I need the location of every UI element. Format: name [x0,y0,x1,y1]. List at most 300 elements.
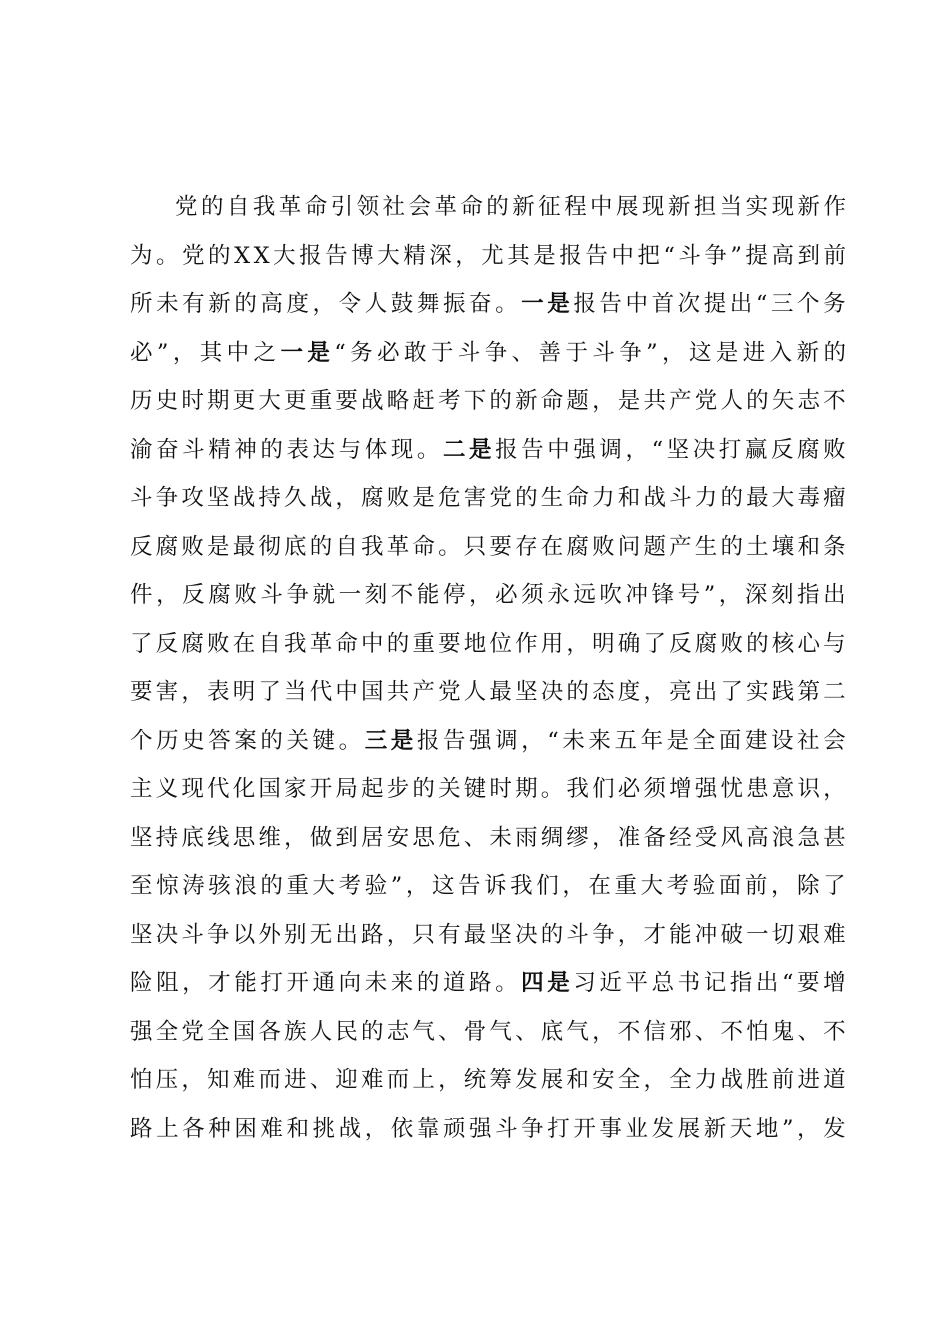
text-char: 展 [540,1067,564,1093]
text-char: 告 [325,242,348,269]
text-char: 经 [669,824,692,851]
text-char: 未 [156,291,179,317]
text-char: 的 [260,727,283,754]
text-char: 个 [797,291,820,317]
text-line [130,862,846,911]
text-char: 考 [666,873,690,899]
text-char: 气 [412,1018,435,1045]
text-char: 了 [258,679,281,705]
text-char: 持 [155,824,179,851]
text-char: 党 [438,679,461,705]
text-char: ， [172,339,196,366]
text-char: 最 [463,921,487,948]
text-char: 最 [489,679,512,705]
text-char: 达 [312,436,336,463]
text-char: 的 [823,339,846,366]
text-char: 最 [746,485,769,511]
emphasis-char: 是 [390,727,414,754]
text-char: 到 [335,824,358,851]
text-char: ， [455,242,478,269]
text-char: 力 [694,1067,718,1093]
text-char: 会 [823,727,846,754]
text-char: 涛 [182,873,205,899]
text-char: 须 [643,776,666,802]
text-char: 腐 [694,630,718,657]
text-char: 我 [510,873,533,899]
text-char: 志 [386,1018,410,1045]
text-char: 展 [677,1115,701,1142]
text-char: 不 [390,582,414,608]
text-char: 、 [463,824,487,851]
text-char: 发 [515,1067,538,1093]
text-char: 必 [130,339,153,366]
text-char: 出 [755,970,779,996]
text-char: 党 [489,485,512,511]
text-char: 生 [694,533,718,560]
text-char: 发 [823,1115,846,1142]
text-char: 书 [677,970,701,996]
text-char: 命 [412,533,435,560]
text-line [130,717,846,766]
text-char: 鬼 [771,1018,795,1045]
text-char: 题 [566,388,589,414]
text-char: 维 [258,824,281,851]
text-char: 奋 [156,436,179,463]
text-char: 现 [771,194,795,220]
text-char: 路 [361,921,384,948]
text-char: 路 [469,970,492,996]
text-char: 瘤 [823,485,846,511]
text-char: 持 [258,485,281,511]
text-char: ， [405,873,429,899]
text-char: 其 [199,339,223,366]
text-char: 重 [412,630,435,657]
text-char: 国 [258,776,281,802]
text-char: 毒 [797,485,820,511]
body-paragraph [130,183,846,1153]
text-char: 答 [208,727,231,754]
text-char: 才 [643,921,666,948]
text-char: 。 [495,291,518,317]
text-char: ， [592,388,615,414]
text-char: 战 [361,388,384,414]
text-char: ， [592,1018,615,1045]
text-char: 底 [181,824,204,851]
text-line [130,620,846,669]
text-char: 的 [260,436,283,463]
text-char: ” [156,339,169,366]
text-char: 破 [720,921,743,948]
text-char: 大 [377,242,400,269]
text-char: 重 [614,873,637,899]
text-char: ， [662,339,685,366]
text-char: “ [547,727,559,754]
text-char: 作 [823,194,846,220]
text-char: 程 [564,194,587,220]
text-char: 令 [338,291,362,317]
emphasis-char: 是 [547,291,570,317]
text-line [130,1008,846,1057]
text-char: 斗 [495,1115,518,1142]
text-char: 信 [643,1018,666,1045]
text-char: 底 [284,533,307,560]
text-char: 社 [797,727,820,754]
text-char: 才 [208,970,231,996]
text-char: 大 [273,242,296,269]
text-char: 是 [207,533,230,560]
text-char: 尤 [481,242,504,269]
text-char: 告 [599,291,622,317]
text-char: ， [562,873,585,899]
text-char: 心 [797,630,820,657]
text-char: 要 [130,679,153,705]
text-char: 在 [540,533,564,560]
text-char: 各 [258,1018,281,1045]
text-char: 的 [208,242,231,269]
text-char: 调 [495,727,518,754]
text-char: 的 [746,388,769,414]
text-char: 败 [592,533,615,560]
text-char: 振 [442,291,466,317]
text-char: ” [646,339,658,366]
text-char: “ [781,970,794,996]
text-char: 筹 [489,1067,512,1093]
text-char: 骨 [463,1018,487,1045]
text-char: 压 [155,1067,179,1093]
text-char: 自 [226,194,250,220]
text-char: 全 [617,1067,641,1093]
text-char: 神 [234,436,257,463]
text-char: 要 [335,388,358,414]
text-char: 困 [234,1115,257,1142]
text-char: 历 [130,388,153,414]
text-char: 报 [573,291,596,317]
text-char: 人 [720,388,743,414]
text-char: ， [312,291,336,317]
text-char: ， [156,582,179,608]
text-char: 到 [797,242,820,269]
text-char: 反 [130,533,153,560]
text-char: 当 [719,194,743,220]
text-line [130,329,846,378]
text-char: 准 [617,824,641,851]
text-char: ， [643,1067,666,1093]
text-char: 刻 [770,582,794,608]
text-char: 反 [669,630,692,657]
text-char: 中 [611,242,634,269]
text-char: 腐 [566,533,589,560]
text-char: 奋 [469,291,492,317]
text-char: 反 [770,436,794,463]
text-char: 命 [304,194,328,220]
text-char: 近 [599,970,622,996]
text-char: ” [781,1115,794,1142]
text-char: 斗 [669,485,692,511]
text-line [130,571,846,620]
text-char: 反 [155,630,179,657]
text-char: ， [566,630,589,657]
text-char: 居 [361,824,384,851]
text-char: 第 [797,679,820,705]
text-char: 领 [356,194,380,220]
text-char: 腐 [155,533,179,560]
text-char: 怕 [130,1067,153,1093]
text-char: 了 [130,630,153,657]
text-char: 总 [651,970,675,996]
text-char: 争 [704,242,727,269]
text-char: ， [592,824,615,851]
text-char: 斗 [130,485,153,511]
text-char: 族 [284,1018,307,1045]
text-char: 要 [438,630,461,657]
text-char: 高 [260,291,283,317]
text-char: 至 [130,873,153,899]
text-char: 博 [351,242,374,269]
text-char: “ [663,242,675,269]
text-char: 战 [338,1115,362,1142]
text-char: ， [364,1115,388,1142]
text-char: 精 [208,436,231,463]
text-char: 迎 [335,1067,358,1093]
text-char: ， [521,727,544,754]
text-char: 必 [495,582,518,608]
text-char: 战 [643,485,666,511]
text-char: 一 [338,582,362,608]
text-char: 安 [386,824,410,851]
text-char: 的 [309,533,333,560]
text-char: 中 [335,679,358,705]
text-char: 强 [469,727,492,754]
text-char: 危 [438,485,461,511]
text-char: 了 [720,679,743,705]
text-char: 生 [540,485,564,511]
text-char: 进 [742,339,766,366]
text-char: 这 [431,873,455,899]
text-char: 们 [592,776,615,802]
text-char: 我 [566,776,589,802]
text-char: 思 [412,824,435,851]
text-char: 气 [566,1018,589,1045]
text-char: 。 [338,727,362,754]
text-char: 告 [458,873,481,899]
text-char: “ [755,291,768,317]
text-char: 和 [566,1067,589,1093]
text-char: 设 [770,727,794,754]
text-line [130,280,846,329]
text-char: 更 [284,388,307,414]
text-char: 斗 [592,339,615,366]
text-char: 、 [438,1018,461,1045]
text-line [130,232,846,281]
text-char: 五 [614,727,637,754]
text-char: 更 [232,388,256,414]
text-char: 践 [771,679,795,705]
text-char: X [253,242,270,269]
text-char: 核 [771,630,795,657]
text-char: 无 [309,921,333,948]
text-char: 争 [521,1115,544,1142]
text-char: 新 [797,194,821,220]
text-char: 决 [692,436,716,463]
text-char: 害 [155,679,179,705]
text-char: 强 [469,1115,492,1142]
text-char: 报 [559,242,582,269]
text-char: 善 [538,339,562,366]
text-char: 产 [412,679,435,705]
text-char: 人 [463,679,487,705]
text-char: 展 [615,194,639,220]
text-char: 把 [637,242,660,269]
text-char: 的 [361,1018,384,1045]
text-char: 、 [797,1018,820,1045]
text-char: 全 [155,1018,179,1045]
text-char: 骇 [208,873,231,899]
text-char: 斗 [181,921,204,948]
text-line [130,959,846,1008]
text-char: 争 [207,921,230,948]
text-char: 败 [386,485,410,511]
text-char: 高 [746,824,769,851]
text-char: 矢 [771,388,795,414]
text-char: 难 [823,921,846,948]
text-char: 史 [182,727,205,754]
text-char: 义 [155,776,179,802]
text-char: 而 [258,1067,281,1093]
text-char: ” [703,582,716,608]
text-char: 党 [175,194,198,220]
text-char: 关 [286,727,309,754]
text-char: 难 [361,1067,384,1093]
text-char: 面 [718,873,742,899]
text-char: 局 [335,776,358,802]
text-char: 做 [309,824,333,851]
text-char: 。 [495,970,518,996]
text-char: 重 [309,388,333,414]
text-char: 中 [625,291,648,317]
text-char: 强 [573,436,596,463]
text-char: 作 [515,630,538,657]
text-char: 共 [386,679,410,705]
text-char: X [234,242,251,269]
text-char: 革 [386,533,410,560]
text-char: “ [334,339,346,366]
text-char: 国 [361,679,384,705]
text-char: ， [797,1115,820,1142]
text-char: 新 [703,1115,727,1142]
text-char: 告 [521,436,544,463]
emphasis-char: 二 [442,436,466,463]
text-char: 革 [278,194,302,220]
text-char: 就 [312,582,336,608]
text-char: 艰 [797,921,820,948]
text-char: 锋 [651,582,675,608]
text-char: 壤 [771,533,795,560]
text-char: 斗 [678,242,701,269]
text-char: 土 [746,533,769,560]
text-line [130,765,846,814]
emphasis-char: 是 [469,436,492,463]
text-char: 识 [797,776,820,802]
text-char: 亮 [669,679,692,705]
text-char: 决 [515,921,538,948]
text-char: 我 [361,533,384,560]
text-char: 入 [769,339,793,366]
text-char: 与 [338,436,362,463]
text-char: 产 [669,388,692,414]
text-char: 验 [692,873,716,899]
text-char: 的 [720,485,743,511]
text-char: 自 [335,533,358,560]
text-char: 除 [797,873,820,899]
text-char: 大 [640,873,664,899]
text-char: 和 [617,485,641,511]
text-char: 步 [386,776,410,802]
text-char: 的 [386,630,410,657]
text-char: 各 [182,1115,205,1142]
text-char: 人 [364,291,388,317]
text-char: 腐 [208,582,231,608]
text-char: 必 [617,776,641,802]
text-char: 开 [573,1115,596,1142]
text-char: 气 [489,1018,512,1045]
text-char: 决 [540,679,564,705]
text-char: 告 [442,727,466,754]
text-char: ， [438,1067,461,1093]
text-char: 增 [823,970,846,996]
text-char: 外 [258,921,281,948]
text-char: 明 [592,630,615,657]
text-char: 与 [823,630,846,657]
text-char: 而 [386,1067,410,1093]
text-char: 代 [207,776,230,802]
text-char: ， [182,970,205,996]
text-char: 败 [181,533,204,560]
text-char: 首 [651,291,675,317]
text-char: 不 [823,1018,846,1045]
text-char: 赶 [412,388,435,414]
text-char: ， [181,1067,204,1093]
text-char: 坚 [666,436,690,463]
text-char: 新 [208,291,231,317]
text-char: 是 [412,485,435,511]
text-char: 备 [643,824,666,851]
text-char: ， [181,679,204,705]
text-char: 开 [309,776,333,802]
text-char: 年 [640,727,664,754]
text-char: 坚 [130,824,153,851]
text-char: 的 [260,873,283,899]
text-char: 败 [720,630,743,657]
text-char: 业 [625,1115,648,1142]
text-char: 靠 [416,1115,440,1142]
text-char: 刻 [364,582,388,608]
text-char: 的 [200,194,224,220]
text-char: 件 [130,582,153,608]
text-char: 战 [232,485,256,511]
text-char: 考 [338,873,362,899]
text-char: 攻 [181,485,204,511]
text-char: 敢 [403,339,427,366]
text-char: 全 [207,1018,230,1045]
text-char: 新 [667,194,691,220]
text-char: 验 [364,873,388,899]
text-char: 平 [625,970,648,996]
text-char: 案 [234,727,257,754]
text-char: 问 [617,533,641,560]
text-char: 志 [797,388,820,414]
text-char: 安 [592,1067,615,1093]
text-char: 增 [669,776,692,802]
